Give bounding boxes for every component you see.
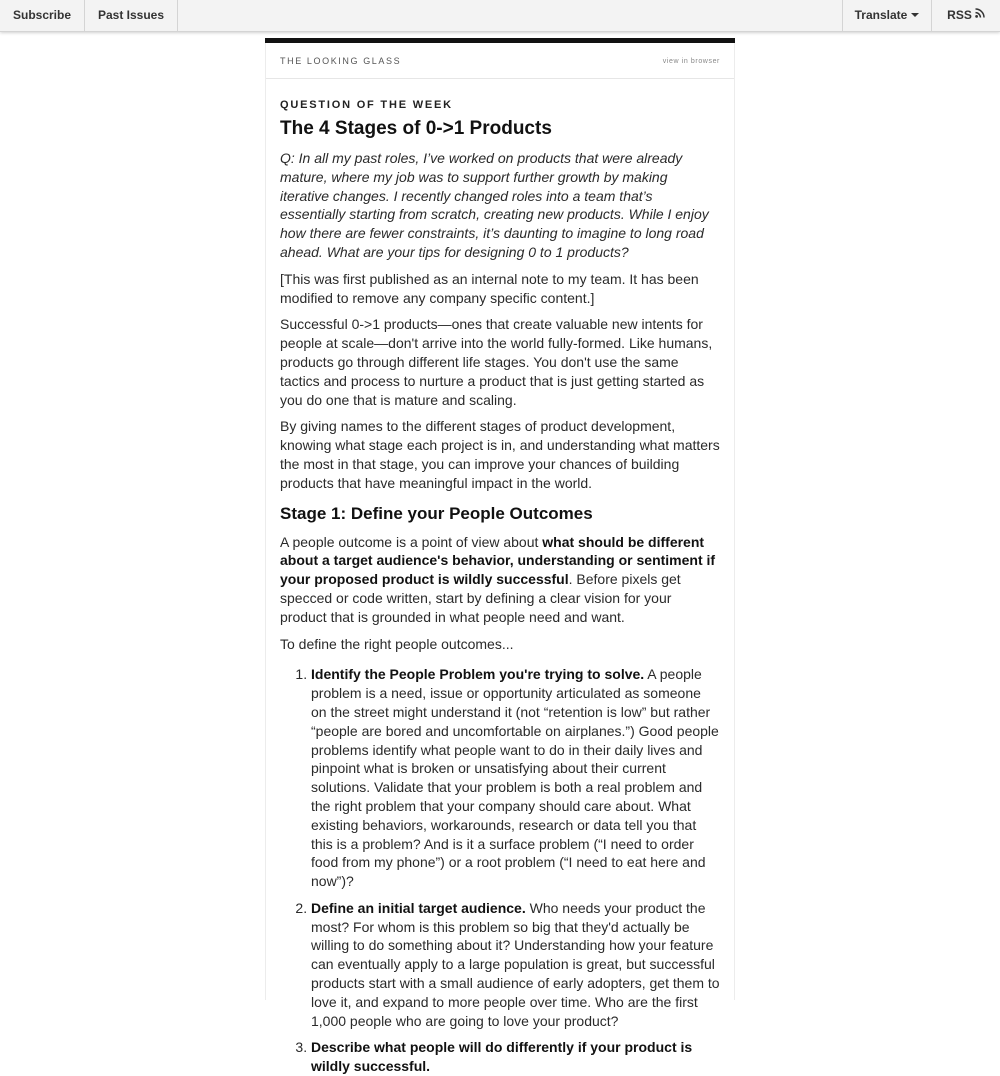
translate-label: Translate: [854, 8, 908, 22]
intro-paragraph-2: By giving names to the different stages of product development, knowing what stage each project is in, and understanding what matters the most in that stage, you can improve your chances of building products that have meaningful impact in the world.: [280, 418, 720, 491]
top-nav-bar: [0, 0, 1000, 32]
stage-1-intro: To define the right people outcomes...: [280, 635, 514, 652]
step-title: Identify the People Problem you're trying to solve.: [311, 666, 645, 683]
step-text: Who needs your product the most? For whom is this problem so big that they'd actually be willing to do something about it? Understanding how your feature can eventually apply to a large population is great, but successful products start with a small audience of early adopters, get them to love it, and expand to more people over time. Who are the first 1,000 people who are going to love your product?: [311, 899, 720, 1029]
rss-icon: [975, 0, 985, 30]
list-item: [311, 665, 720, 891]
step-title: Define an initial target audience.: [311, 899, 526, 916]
brand-name: THE LOOKING GLASS: [280, 56, 402, 66]
article-title: The 4 Stages of 0->1 Products: [280, 118, 552, 139]
section-kicker: QUESTION OF THE WEEK: [280, 99, 453, 111]
rss-link[interactable]: [931, 0, 1000, 31]
translate-dropdown[interactable]: [842, 0, 931, 31]
list-item: [311, 1038, 720, 1076]
reader-question: Q: In all my past roles, I’ve worked on products that were already mature, where my job was to support further growth by making iterative changes. I recently changed roles into a team that’s essentially starting from scratch, creating new products. While I enjoy how there are fewer constraints, it’s daunting to imagine to long road ahead. What are your tips for designing 0 to 1 products?: [280, 150, 709, 260]
step-title: Describe what people will do differently if your product is wildly successful.: [311, 1039, 693, 1075]
list-item: [311, 899, 720, 1031]
definition-lead: A people outcome is a point of view about: [280, 533, 543, 550]
newsletter-column: [265, 38, 735, 1075]
rss-label: RSS: [947, 8, 972, 22]
publication-note: [This was first published as an internal note to my team. It has been modified to remove any company specific content.]: [280, 270, 699, 306]
article-body: [266, 79, 734, 1076]
step-text: A people problem is a need, issue or opportunity articulated as someone on the street might understand it (not “retention is low” but rather “people are bored and uncomfortable on airplanes.”) Good people problems identify what people want to do in their daily lives and pinpoint what is broken or unsatisfying about their current solutions. Validate that your problem is both a real problem and the right problem that your company should care about. What existing behaviors, workarounds, research or data tell you that this is a problem? And is it a surface problem (“I need to order food from my phone”) or a root problem (“I need to eat here and now”)?: [311, 666, 719, 890]
definition-emphasis: what should be different about a target audience's behavior, understanding or sentiment if your proposed product is wildly successful: [280, 533, 716, 588]
stage-1-heading: Stage 1: Define your People Outcomes: [280, 503, 593, 523]
caret-down-icon: [911, 13, 919, 17]
intro-paragraph-1: Successful 0->1 products—ones that create valuable new intents for people at scale—don't arrive into the world fully-formed. Like humans, products go through different life stages. You don't use the same tactics and process to nurture a product that is just getting started as you do one that is mature and scaling.: [280, 316, 713, 408]
past-issues-link[interactable]: Past Issues: [85, 0, 178, 31]
view-in-browser-link[interactable]: view in browser: [662, 58, 720, 65]
stage-1-steps: [280, 665, 720, 1076]
definition-tail: . Before pixels get specced or code written, start by defining a clear vision for your product that is grounded in what people need and want.: [280, 571, 681, 625]
preheader: [266, 43, 734, 79]
stage-1-definition: [280, 533, 720, 627]
subscribe-link[interactable]: Subscribe: [0, 0, 85, 31]
